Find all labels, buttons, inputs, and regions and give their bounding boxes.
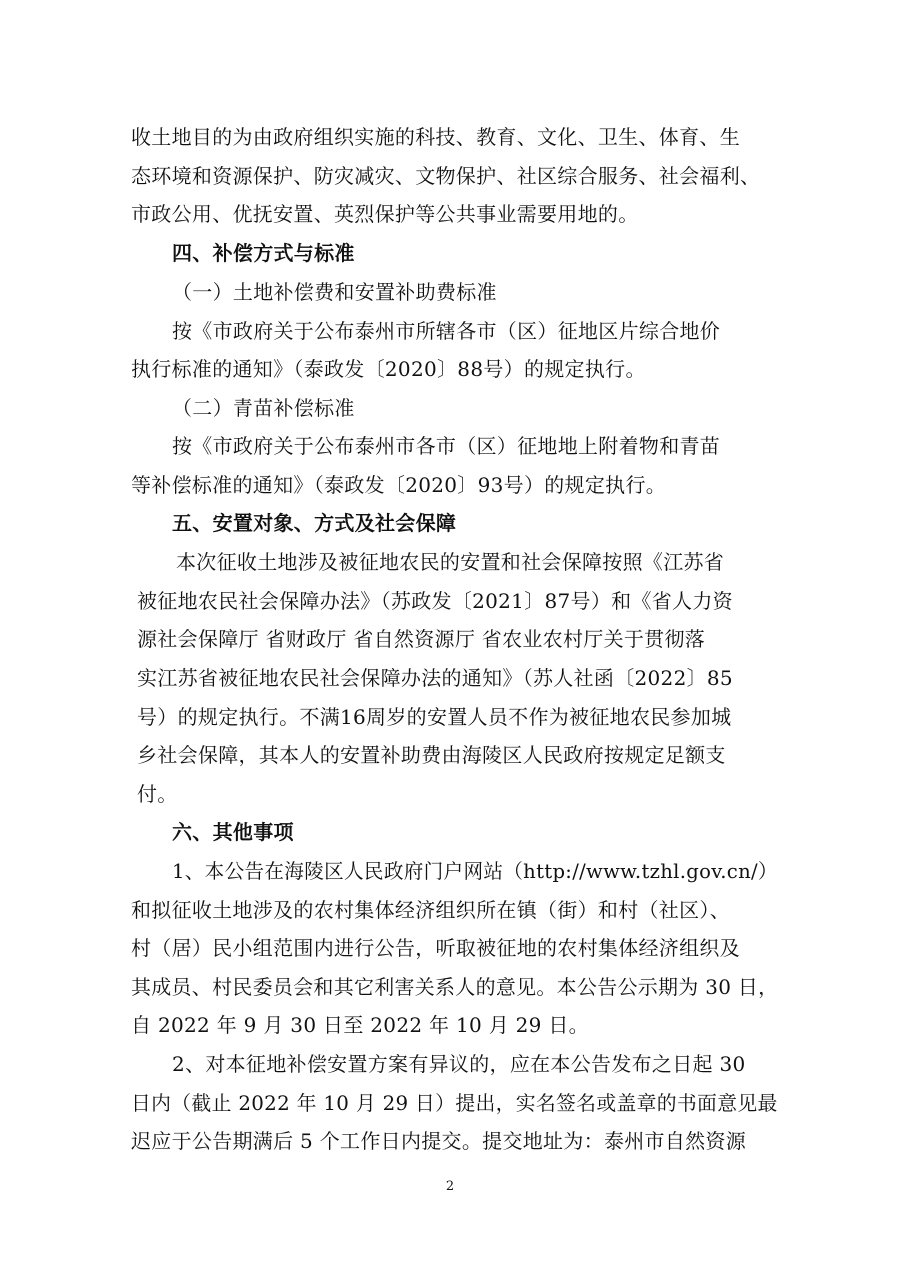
- paragraph-line: 和拟征收土地涉及的农村集体经济组织所在镇（街）和村（社区）、: [131, 898, 730, 922]
- paragraph-line: 按《市政府关于公布泰州市各市（区）征地地上附着物和青苗: [172, 434, 721, 458]
- subsection-heading-1: （一）土地补偿费和安置补助费标准: [172, 280, 497, 304]
- paragraph-line: 村（居）民小组范围内进行公告，听取被征地的农村集体经济组织及: [131, 936, 740, 960]
- subsection-heading-2: （二）青苗补偿标准: [172, 396, 355, 420]
- paragraph-line: 执行标准的通知》（泰政发〔2020〕88号）的规定执行。: [131, 357, 646, 381]
- paragraph-line: 实江苏省被征地农民社会保障办法的通知》（苏人社函〔2022〕85: [137, 666, 733, 690]
- paragraph-line: 1、本公告在海陵区人民政府门户网站（http://www.tzhl.gov.cn/）: [172, 859, 778, 883]
- paragraph-line: 乡社会保障，其本人的安置补助费由海陵区人民政府按规定足额支: [137, 743, 726, 767]
- paragraph-line: 收土地目的为由政府组织实施的科技、教育、文化、卫生、体育、生: [131, 125, 740, 149]
- paragraph-line: 本次征收土地涉及被征地农民的安置和社会保障按照《江苏省: [176, 550, 725, 574]
- paragraph-line: 号）的规定执行。不满16周岁的安置人员不作为被征地农民参加城: [137, 705, 732, 729]
- section-heading-6: 六、其他事项: [172, 820, 294, 844]
- paragraph-line: 态环境和资源保护、防灾减灾、文物保护、社区综合服务、社会福利、: [131, 164, 761, 188]
- paragraph-line: 按《市政府关于公布泰州市所辖各市（区）征地区片综合地价: [172, 319, 721, 343]
- paragraph-line: 市政公用、优抚安置、英烈保护等公共事业需要用地的。: [131, 202, 639, 226]
- paragraph-line: 付。: [137, 782, 178, 806]
- paragraph-line: 日内（截止 2022 年 10 月 29 日）提出，实名签名或盖章的书面意见最: [131, 1091, 778, 1115]
- paragraph-line: 源社会保障厅 省财政厅 省自然资源厅 省农业农村厅关于贯彻落: [137, 627, 706, 651]
- page-number: 2: [445, 1179, 455, 1194]
- paragraph-line: 其成员、村民委员会和其它利害关系人的意见。本公告公示期为 30 日，: [131, 975, 779, 999]
- paragraph-line: 迟应于公告期满后 5 个工作日内提交。提交地址为：泰州市自然资源: [131, 1129, 747, 1153]
- section-heading-5: 五、安置对象、方式及社会保障: [172, 511, 457, 535]
- paragraph-line: 2、对本征地补偿安置方案有异议的，应在本公告发布之日起 30: [172, 1052, 746, 1076]
- paragraph-line: 自 2022 年 9 月 30 日至 2022 年 10 月 29 日。: [131, 1013, 589, 1037]
- paragraph-line: 等补偿标准的通知》（泰政发〔2020〕93号）的规定执行。: [131, 473, 667, 497]
- section-heading-4: 四、补偿方式与标准: [172, 241, 355, 265]
- paragraph-line: 被征地农民社会保障办法》（苏政发〔2021〕87号）和《省人力资: [137, 589, 733, 613]
